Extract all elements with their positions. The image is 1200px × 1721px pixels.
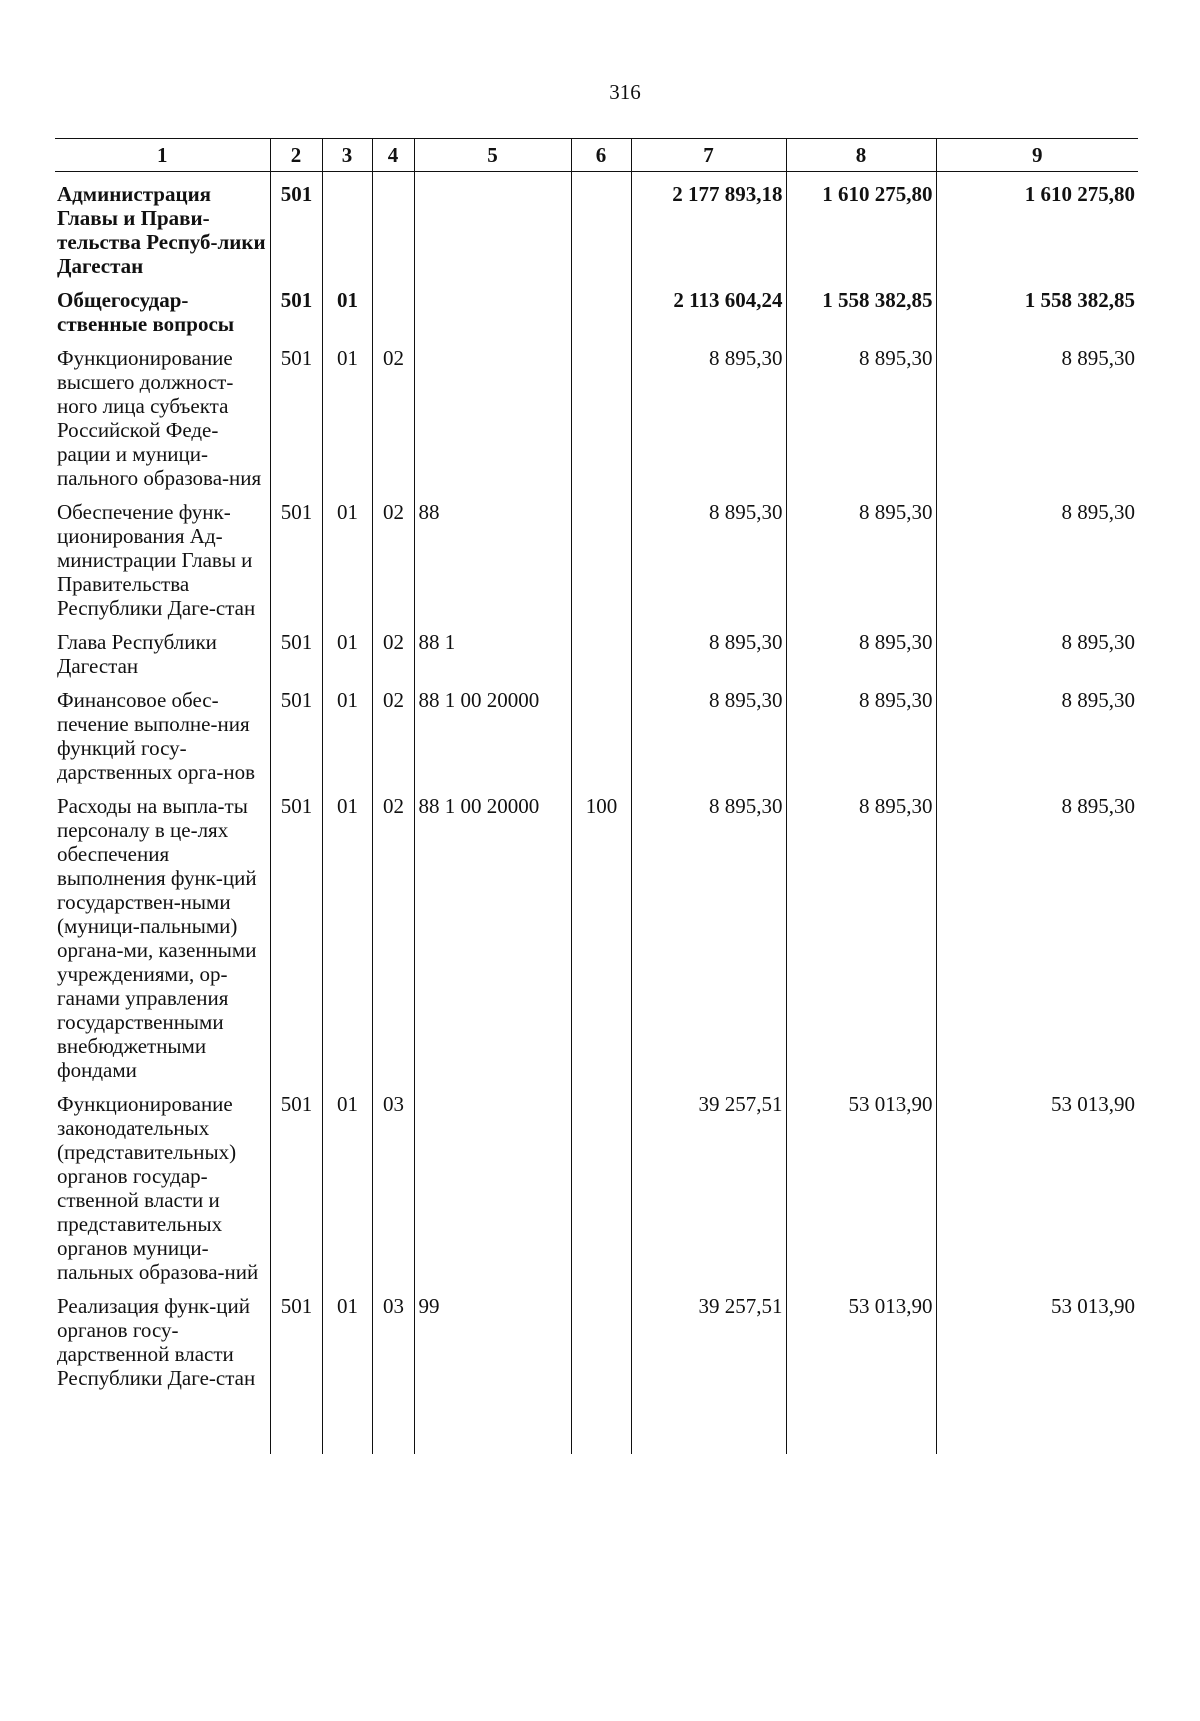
code-expense-type xyxy=(571,678,631,784)
column-header-6: 6 xyxy=(571,139,631,172)
amount-col-7: 2 113 604,24 xyxy=(631,278,786,336)
code-expense-type xyxy=(571,336,631,490)
code-target-article: 88 1 xyxy=(414,620,571,678)
row-name: Администрация Главы и Прави-тельства Респуб-лики Дагестан xyxy=(57,182,266,278)
code-target-article: 88 xyxy=(414,490,571,620)
amount-col-7: 8 895,30 xyxy=(631,678,786,784)
code-ministry: 501 xyxy=(270,1284,322,1454)
column-header-3: 3 xyxy=(322,139,372,172)
code-ministry: 501 xyxy=(270,172,322,279)
code-ministry: 501 xyxy=(270,620,322,678)
code-expense-type xyxy=(571,278,631,336)
code-ministry: 501 xyxy=(270,1082,322,1284)
row-name: Общегосудар-ственные вопросы xyxy=(57,288,235,336)
amount-col-7: 8 895,30 xyxy=(631,620,786,678)
amount-col-8: 53 013,90 xyxy=(786,1082,936,1284)
amount-col-8: 8 895,30 xyxy=(786,620,936,678)
amount-col-7: 8 895,30 xyxy=(631,490,786,620)
amount-col-8: 8 895,30 xyxy=(786,784,936,1082)
table-header-row xyxy=(55,139,1138,172)
column-header-4: 4 xyxy=(372,139,414,172)
code-target-article xyxy=(414,1082,571,1284)
code-section: 01 xyxy=(322,336,372,490)
code-subsection: 02 xyxy=(372,490,414,620)
code-subsection: 03 xyxy=(372,1082,414,1284)
code-subsection: 02 xyxy=(372,336,414,490)
amount-col-9: 8 895,30 xyxy=(936,620,1138,678)
row-name: Расходы на выпла-ты персоналу в це-лях обеспечения выполнения функ-ций государствен-ными (муници-пальными) органа-ми, казенными учреждениями, ор-ганами управления государственными внебюджетными фондами xyxy=(57,794,257,1082)
row-name: Финансовое обес-печение выполне-ния функций госу-дарственных орга-нов xyxy=(57,688,256,784)
column-header-1: 1 xyxy=(55,139,270,172)
table-row xyxy=(55,1284,1138,1454)
code-section: 01 xyxy=(322,1082,372,1284)
amount-col-9: 8 895,30 xyxy=(936,336,1138,490)
code-target-article: 88 1 00 20000 xyxy=(414,678,571,784)
table-row xyxy=(55,784,1138,1082)
page-number: 316 xyxy=(609,80,641,104)
amount-col-8: 8 895,30 xyxy=(786,336,936,490)
table-row xyxy=(55,278,1138,336)
code-ministry: 501 xyxy=(270,678,322,784)
row-name: Функционирование высшего должност-ного лица субъекта Российской Феде-рации и муници-пального образова-ния xyxy=(57,346,262,490)
amount-col-9: 8 895,30 xyxy=(936,784,1138,1082)
amount-col-8: 53 013,90 xyxy=(786,1284,936,1454)
amount-col-7: 39 257,51 xyxy=(631,1082,786,1284)
code-section: 01 xyxy=(322,490,372,620)
row-name: Реализация функ-ций органов госу-дарственной власти Республики Даге-стан xyxy=(57,1294,256,1390)
table-row xyxy=(55,1082,1138,1284)
amount-col-8: 1 610 275,80 xyxy=(786,172,936,279)
amount-col-7: 8 895,30 xyxy=(631,336,786,490)
code-ministry: 501 xyxy=(270,336,322,490)
code-subsection: 02 xyxy=(372,784,414,1082)
table-row xyxy=(55,490,1138,620)
code-subsection: 02 xyxy=(372,620,414,678)
table-row xyxy=(55,336,1138,490)
code-ministry: 501 xyxy=(270,490,322,620)
amount-col-7: 8 895,30 xyxy=(631,784,786,1082)
code-expense-type xyxy=(571,1284,631,1454)
row-name: Функционирование законодательных (представительных) органов государ-ственной власти и представительных органов муници-пальных образова-ний xyxy=(57,1092,259,1284)
code-section: 01 xyxy=(322,1284,372,1454)
column-header-9: 9 xyxy=(936,139,1138,172)
code-section: 01 xyxy=(322,784,372,1082)
code-ministry: 501 xyxy=(270,278,322,336)
row-name: Обеспечение функ-ционирования Ад-министрации Главы и Правительства Республики Даге-стан xyxy=(57,500,256,620)
code-subsection: 02 xyxy=(372,678,414,784)
column-header-8: 8 xyxy=(786,139,936,172)
table-row xyxy=(55,620,1138,678)
code-subsection xyxy=(372,278,414,336)
amount-col-9: 8 895,30 xyxy=(936,490,1138,620)
code-ministry: 501 xyxy=(270,784,322,1082)
code-expense-type: 100 xyxy=(571,784,631,1082)
row-name: Глава Республики Дагестан xyxy=(57,630,217,678)
code-section: 01 xyxy=(322,678,372,784)
code-target-article xyxy=(414,336,571,490)
code-expense-type xyxy=(571,490,631,620)
table-row xyxy=(55,678,1138,784)
code-section: 01 xyxy=(322,278,372,336)
amount-col-9: 1 558 382,85 xyxy=(936,278,1138,336)
amount-col-8: 8 895,30 xyxy=(786,678,936,784)
column-header-7: 7 xyxy=(631,139,786,172)
code-expense-type xyxy=(571,620,631,678)
budget-table xyxy=(55,138,1138,1454)
code-section xyxy=(322,172,372,279)
amount-col-8: 1 558 382,85 xyxy=(786,278,936,336)
code-target-article xyxy=(414,172,571,279)
column-header-5: 5 xyxy=(414,139,571,172)
amount-col-9: 53 013,90 xyxy=(936,1284,1138,1454)
code-subsection xyxy=(372,172,414,279)
amount-col-8: 8 895,30 xyxy=(786,490,936,620)
code-expense-type xyxy=(571,1082,631,1284)
amount-col-9: 1 610 275,80 xyxy=(936,172,1138,279)
amount-col-9: 53 013,90 xyxy=(936,1082,1138,1284)
amount-col-7: 39 257,51 xyxy=(631,1284,786,1454)
code-expense-type xyxy=(571,172,631,279)
table-row xyxy=(55,172,1138,279)
code-target-article: 99 xyxy=(414,1284,571,1454)
amount-col-7: 2 177 893,18 xyxy=(631,172,786,279)
amount-col-9: 8 895,30 xyxy=(936,678,1138,784)
code-target-article xyxy=(414,278,571,336)
code-section: 01 xyxy=(322,620,372,678)
code-target-article: 88 1 00 20000 xyxy=(414,784,571,1082)
column-header-2: 2 xyxy=(270,139,322,172)
code-subsection: 03 xyxy=(372,1284,414,1454)
